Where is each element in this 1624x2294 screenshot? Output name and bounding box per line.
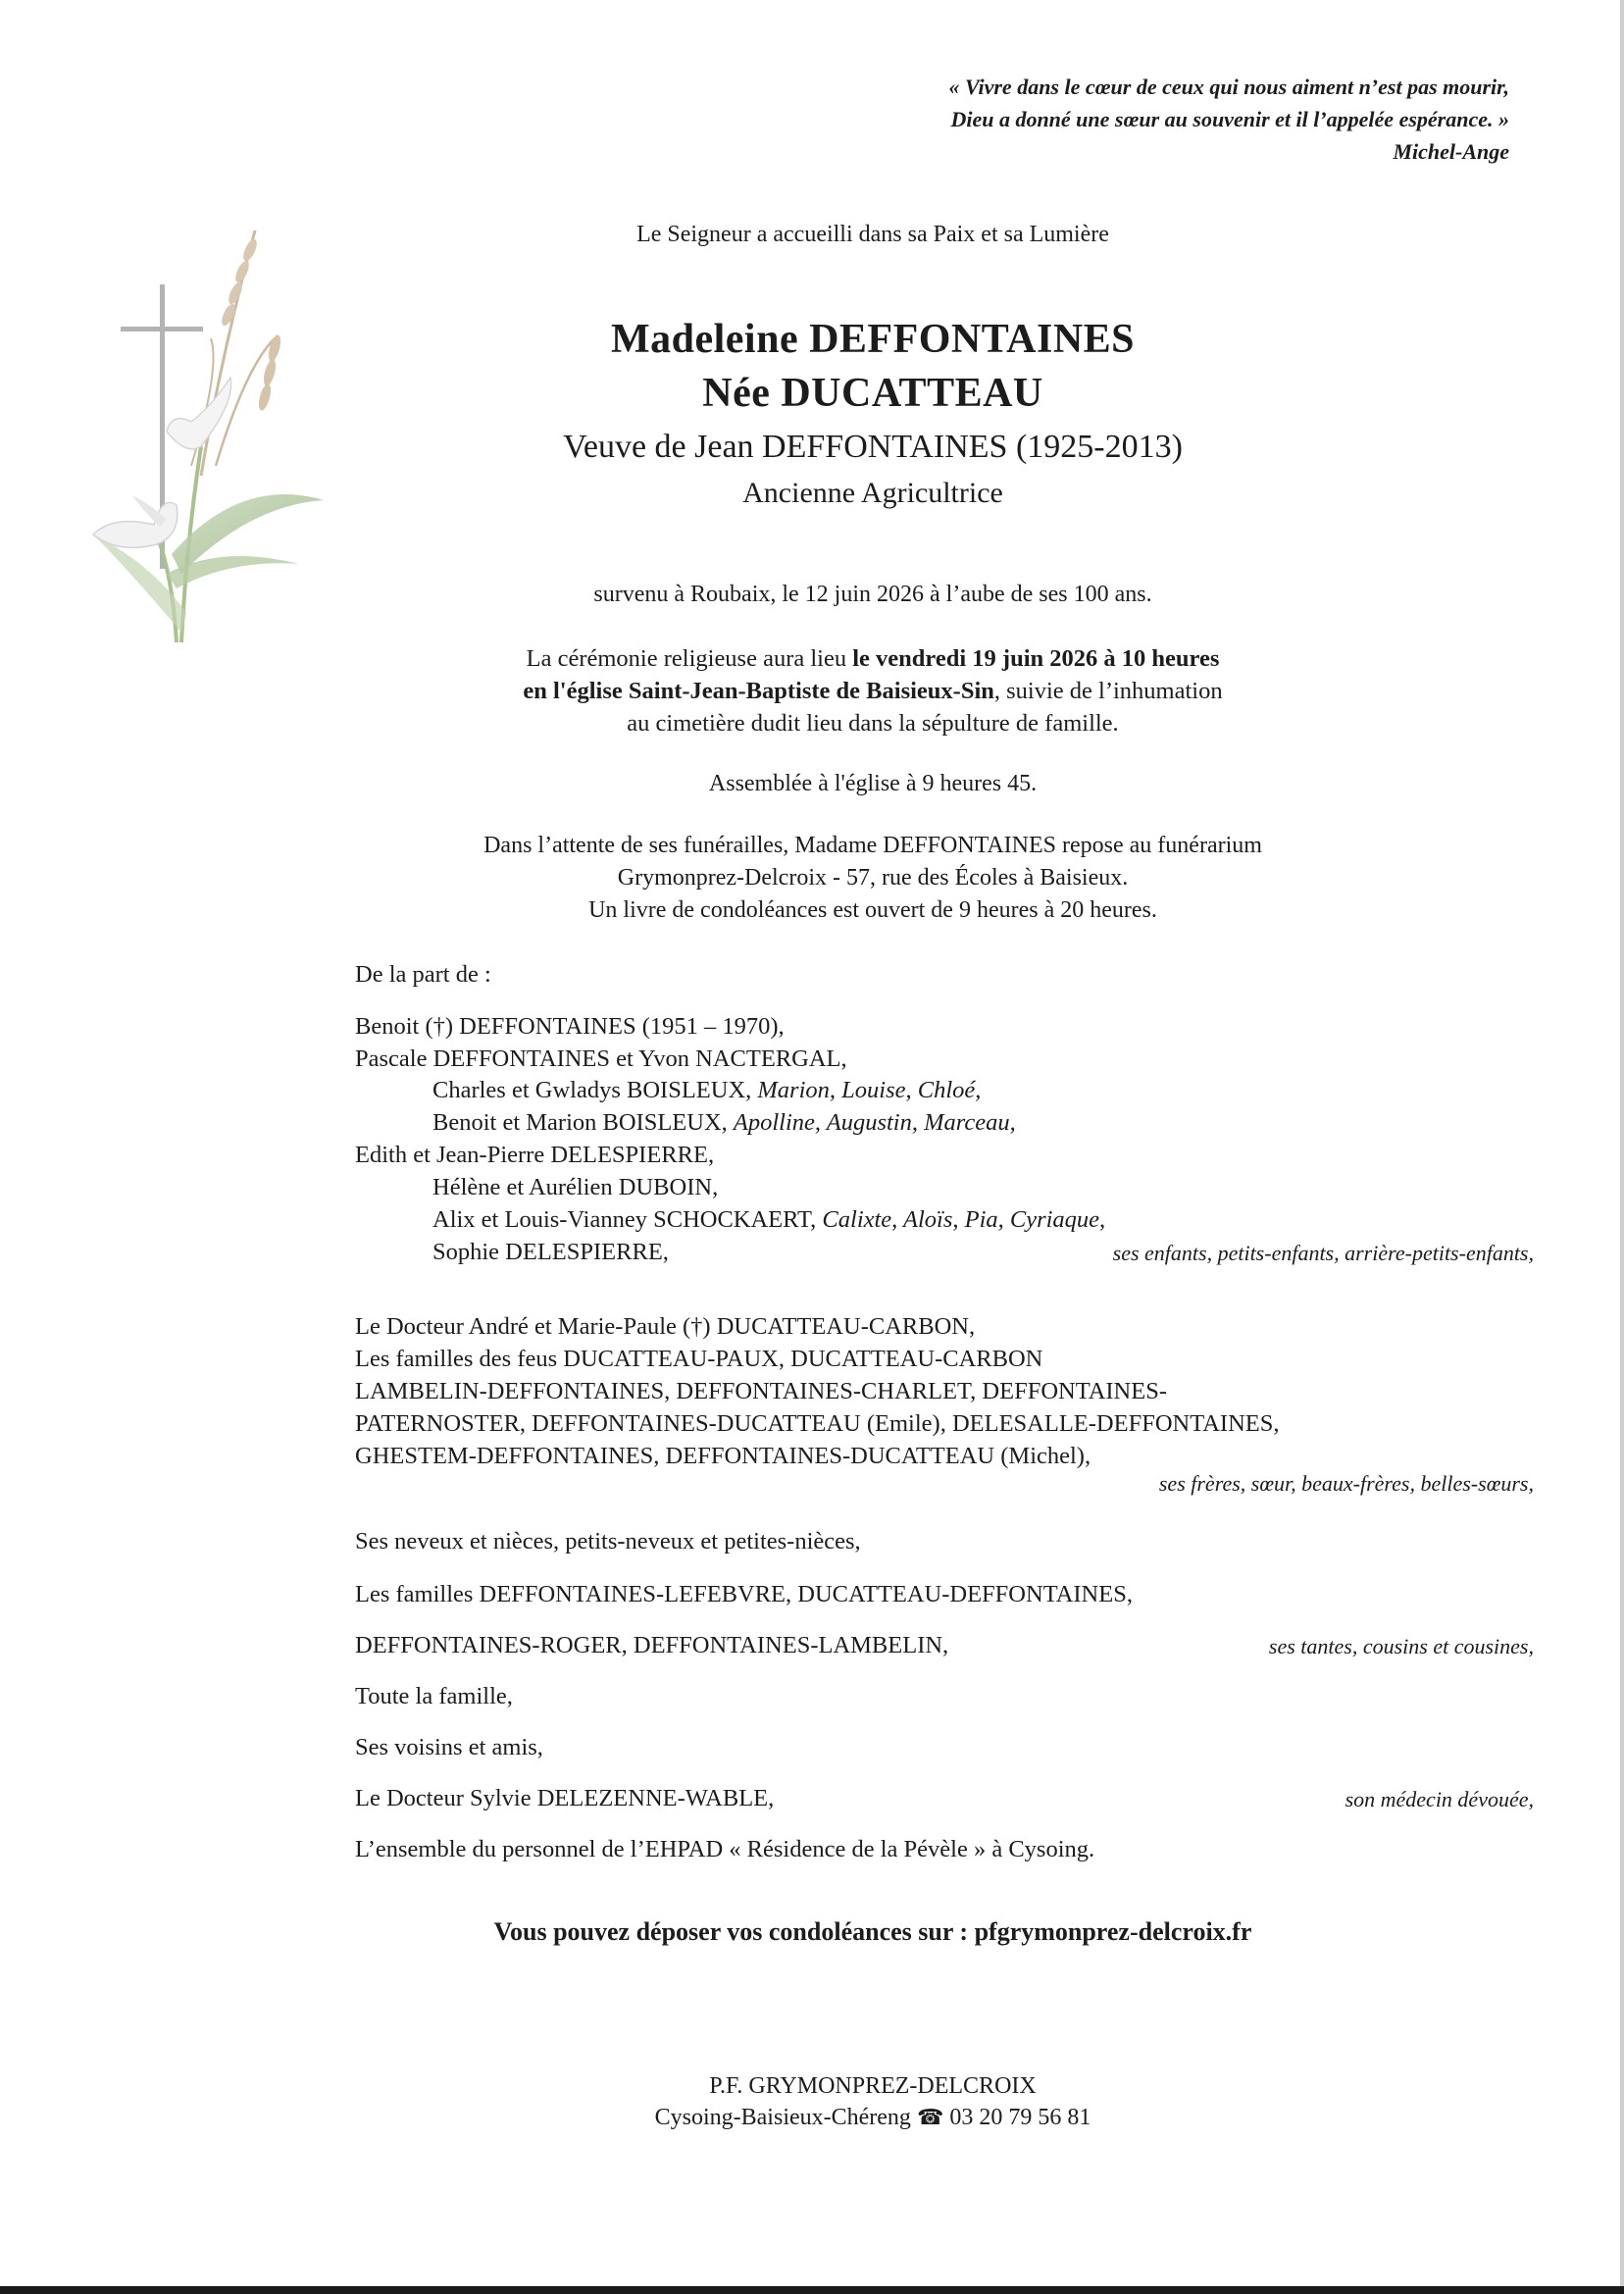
family-line: Pascale DEFFONTAINES et Yvon NACTERGAL, bbox=[355, 1045, 847, 1072]
funeral-home-contact bbox=[333, 2105, 1412, 2131]
ceremony-text-2: , suivie de l’inhumation bbox=[993, 678, 1223, 704]
family-children: Marion, Louise, Chloé, bbox=[757, 1077, 982, 1103]
family-line: Le Docteur André et Marie-Paule (†) DUCATTEAU-CARBON, bbox=[355, 1313, 976, 1340]
family-line: Sophie DELESPIERRE, bbox=[432, 1239, 669, 1265]
condolences-line: Vous pouvez déposer vos condoléances sur : pfgrymonprez-delcroix.fr bbox=[493, 1917, 1252, 1946]
family-line: Ses neveux et nièces, petits-neveux et petites-nièces, bbox=[355, 1528, 861, 1555]
funeral-home-name: P.F. GRYMONPREZ-DELCROIX bbox=[709, 2073, 1037, 2099]
funerarium-line-2: Grymonprez-Delcroix - 57, rue des Écoles à Baisieux. bbox=[617, 865, 1129, 891]
funerarium-line-3: Un livre de condoléances est ouvert de 9 heures à 20 heures. bbox=[588, 897, 1157, 923]
family-couple: Benoit et Marion BOISLEUX, bbox=[432, 1109, 734, 1136]
funeral-home-phone: 03 20 79 56 81 bbox=[949, 2105, 1091, 2130]
scan-edge bbox=[1620, 0, 1624, 2294]
family-line bbox=[355, 1109, 1016, 1137]
family-children: Calixte, Aloïs, Pia, Cyriaque, bbox=[822, 1206, 1106, 1233]
widow-line: Veuve de Jean DEFFONTAINES (1925-2013) bbox=[563, 429, 1183, 465]
family-line: GHESTEM-DEFFONTAINES, DEFFONTAINES-DUCATTEAU (Michel), bbox=[355, 1443, 1091, 1469]
ceremony-text-3: au cimetière dudit lieu dans la sépulture de famille. bbox=[627, 710, 1119, 737]
cross-lily-decoration bbox=[74, 221, 348, 652]
family-couple: Alix et Louis-Vianney SCHOCKAERT, bbox=[432, 1206, 823, 1233]
family-line: Les familles DEFFONTAINES-LEFEBVRE, DUCATTEAU-DEFFONTAINES, bbox=[355, 1581, 1133, 1607]
family-couple: Charles et Gwladys BOISLEUX, bbox=[432, 1077, 758, 1103]
relation-note-doctor: son médecin dévouée, bbox=[1345, 1787, 1534, 1811]
funerarium-block bbox=[333, 830, 1412, 927]
family-children: Apolline, Augustin, Marceau, bbox=[733, 1109, 1016, 1136]
family-line: PATERNOSTER, DEFFONTAINES-DUCATTEAU (Emile), DELESALLE-DEFFONTAINES, bbox=[355, 1410, 1280, 1437]
family-line: L’ensemble du personnel de l’EHPAD « Résidence de la Pévèle » à Cysoing. bbox=[355, 1836, 1095, 1862]
quote-block bbox=[949, 71, 1509, 168]
profession: Ancienne Agricultrice bbox=[742, 477, 1003, 509]
relation-note-cousins: ses tantes, cousins et cousines, bbox=[1268, 1634, 1534, 1658]
death-notice: survenu à Roubaix, le 12 juin 2026 à l’aube de ses 100 ans. bbox=[593, 582, 1152, 607]
ceremony-block bbox=[333, 642, 1412, 739]
funerarium-line-1: Dans l’attente de ses funérailles, Madame DEFFONTAINES repose au funérarium bbox=[483, 833, 1262, 858]
telephone-icon: ☎ bbox=[916, 2106, 944, 2130]
family-line: Toute la famille, bbox=[355, 1683, 513, 1709]
family-line: Les familles des feus DUCATTEAU-PAUX, DUCATTEAU-CARBON bbox=[355, 1346, 1043, 1372]
quote-line-2: Dieu a donné une sœur au souvenir et il l’appelée espérance. » bbox=[950, 107, 1509, 131]
family-line bbox=[355, 1206, 1105, 1234]
quote-line-1: « Vivre dans le cœur de ceux qui nous aiment n’est pas mourir, bbox=[948, 75, 1509, 99]
ceremony-text-1: La cérémonie religieuse aura lieu bbox=[526, 645, 853, 672]
assembly-line: Assemblée à l'église à 9 heures 45. bbox=[708, 771, 1038, 796]
family-line: Edith et Jean-Pierre DELESPIERRE, bbox=[355, 1142, 715, 1168]
relation-note-siblings: ses frères, sœur, beaux-frères, belles-sœurs, bbox=[1158, 1471, 1534, 1496]
ceremony-date: le vendredi 19 juin 2026 à 10 heures bbox=[852, 645, 1220, 672]
family-line: Ses voisins et amis, bbox=[355, 1734, 543, 1760]
welcome-line: Le Seigneur a accueilli dans sa Paix et sa Lumière bbox=[636, 222, 1109, 247]
scan-bottom-edge bbox=[0, 2286, 1624, 2294]
ceremony-church: en l'église Saint-Jean-Baptiste de Baisieux-Sin bbox=[523, 678, 994, 704]
family-intro: De la part de : bbox=[355, 961, 491, 988]
family-line: Hélène et Aurélien DUBOIN, bbox=[432, 1174, 719, 1200]
family-line bbox=[355, 1077, 981, 1104]
family-line: DEFFONTAINES-ROGER, DEFFONTAINES-LAMBELIN, bbox=[355, 1632, 949, 1658]
birth-name: Née DUCATTEAU bbox=[702, 371, 1043, 416]
quote-author: Michel-Ange bbox=[1393, 139, 1509, 164]
relation-note-children: ses enfants, petits-enfants, arrière-petits-enfants, bbox=[1112, 1241, 1534, 1265]
deceased-name: Madeleine DEFFONTAINES bbox=[610, 317, 1136, 362]
family-line: LAMBELIN-DEFFONTAINES, DEFFONTAINES-CHARLET, DEFFONTAINES- bbox=[355, 1378, 1167, 1404]
funeral-home-city: Cysoing-Baisieux-Chéreng bbox=[654, 2105, 911, 2130]
family-line: Le Docteur Sylvie DELEZENNE-WABLE, bbox=[355, 1785, 775, 1811]
family-line: Benoit (†) DEFFONTAINES (1951 – 1970), bbox=[355, 1013, 785, 1040]
